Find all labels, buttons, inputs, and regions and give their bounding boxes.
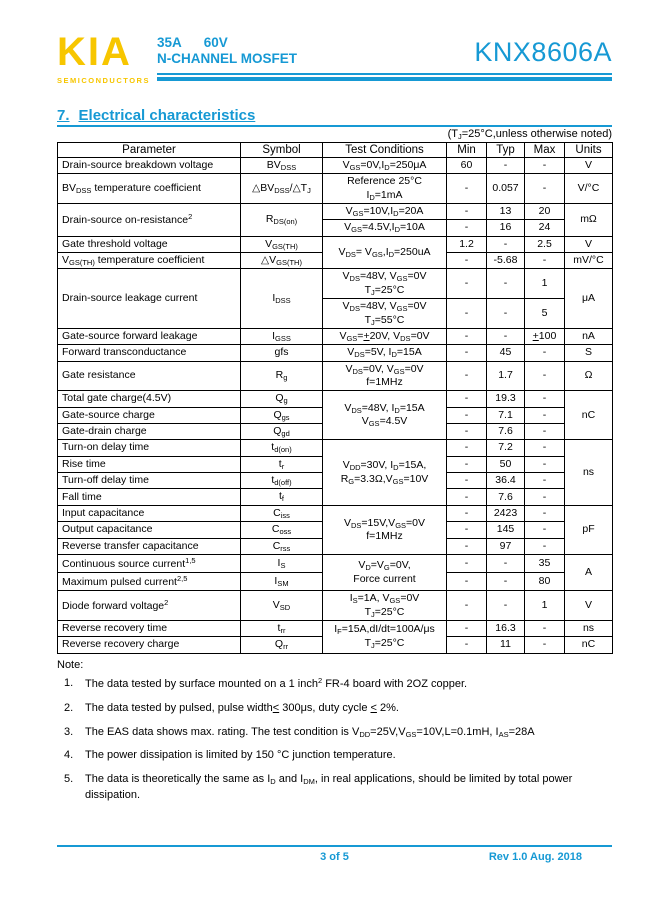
table-row [58, 554, 613, 572]
note-text: The EAS data shows max. rating. The test condition is $V_{DD}=25V,V_{GS}=10V,L=0.1mH$, $I_{AS}=28A$ [85, 725, 535, 739]
table-row [58, 591, 613, 621]
table-cell: $I_S$ [241, 554, 323, 572]
table-cell: - [447, 554, 487, 572]
note-number: 1. [64, 676, 74, 689]
table-cell: 36.4 [487, 473, 525, 489]
table-cell: - [487, 554, 525, 572]
header-rule-thick [157, 77, 612, 81]
table-cell: - [525, 407, 565, 423]
table-cell: mV/°C [565, 253, 613, 269]
section-number: 7. [57, 107, 70, 124]
table-cell: nC [565, 637, 613, 653]
table-cell: - [525, 423, 565, 439]
note-text: The power dissipation is limited by 150 °C junction temperature. [85, 749, 396, 762]
table-cell: - [525, 456, 565, 472]
table-cell: - [447, 573, 487, 591]
table-cell: $I_F=15A,dI/dt=100A/\mu s$ $T_J=25^\circ C$ [323, 620, 447, 653]
table-cell: gfs [241, 345, 323, 361]
table-cell: - [447, 456, 487, 472]
table-cell: V [565, 236, 613, 252]
table-cell: 13 [487, 203, 525, 219]
device-summary [157, 33, 297, 66]
table-cell: $V_{GS}=+20V$, $V_{DS}=0V$ [323, 328, 447, 344]
rating-voltage: 60V [203, 35, 228, 50]
page-footer [57, 845, 612, 875]
table-cell: - [525, 174, 565, 204]
table-cell: V [565, 591, 613, 621]
table-cell: 20 [525, 203, 565, 219]
table-cell: $t_f$ [241, 489, 323, 505]
table-cell: Diode forward voltage$^2$ [58, 591, 241, 621]
table-cell: nA [565, 328, 613, 344]
table-cell: - [525, 361, 565, 391]
table-cell: 145 [487, 522, 525, 538]
note-item [64, 701, 612, 717]
table-cell: - [487, 158, 525, 174]
table-cell: - [525, 637, 565, 653]
table-cell: - [447, 328, 487, 344]
table-cell: $BV_{DSS}$ temperature coefficient [58, 174, 241, 204]
table-cell: - [447, 220, 487, 236]
table-row [58, 505, 613, 521]
table-cell: - [447, 391, 487, 407]
note-number: 2. [64, 701, 74, 714]
table-cell: ns [565, 620, 613, 636]
table-cell: $V_{DD}=30V$, $I_D=15A$, $R_G=3.3\Omega,V_{GS}=10V$ [323, 440, 447, 506]
table-cell: 16 [487, 220, 525, 236]
table-cell: $Q_{gs}$ [241, 407, 323, 423]
table-cell: Reverse recovery charge [58, 637, 241, 653]
table-cell: S [565, 345, 613, 361]
table-cell: $Q_g$ [241, 391, 323, 407]
table-cell: $C_{iss}$ [241, 505, 323, 521]
table-cell: 97 [487, 538, 525, 554]
table-cell: 1.7 [487, 361, 525, 391]
table-cell: 0.057 [487, 174, 525, 204]
table-cell: - [447, 345, 487, 361]
table-cell: 60 [447, 158, 487, 174]
device-rating [157, 35, 297, 50]
note-text: The data tested by pulsed, pulse width< 300μs, duty cycle < 2%. [85, 701, 399, 714]
table-cell: Gate-source forward leakage [58, 328, 241, 344]
table-cell: - [525, 620, 565, 636]
header-rule-thin [157, 73, 612, 75]
table-cell: V [565, 158, 613, 174]
table-cell: 16.3 [487, 620, 525, 636]
table-cell: Total gate charge(4.5V) [58, 391, 241, 407]
table-row [58, 203, 613, 219]
table-cell: V/°C [565, 174, 613, 204]
table-cell: - [447, 473, 487, 489]
table-cell: - [525, 473, 565, 489]
note-text: The data is theoretically the same as $I_D$ and $I_{DM}$, in real applications, should be limited by total power dissipation. [85, 773, 573, 802]
table-cell: Drain-source on-resistance$^2$ [58, 203, 241, 236]
note-number: 5. [64, 773, 74, 786]
test-condition-note: ($T_J=25^\circ C,unless$ otherwise noted) [447, 128, 612, 141]
table-cell: Maximum pulsed current$^{2,5}$ [58, 573, 241, 591]
table-cell: $V_{DS}=5V$, $I_D=15A$ [323, 345, 447, 361]
table-cell: $t_r$ [241, 456, 323, 472]
table-cell: - [447, 423, 487, 439]
table-cell: $\triangle BV_{DSS}/\triangle T_J$ [241, 174, 323, 204]
spec-table [57, 142, 613, 654]
table-cell: $Q_{rr}$ [241, 637, 323, 653]
table-cell: 7.2 [487, 440, 525, 456]
header-rule-row [57, 73, 612, 85]
section-heading [57, 107, 612, 127]
table-cell: $V_{DS}= V_{GS},I_D=250uA$ [323, 236, 447, 269]
table-cell: - [447, 505, 487, 521]
table-cell: $V_{GS}=10V,I_D=20A$ [323, 203, 447, 219]
table-cell: - [447, 174, 487, 204]
table-cell: Ω [565, 361, 613, 391]
table-cell: Gate-source charge [58, 407, 241, 423]
table-cell: - [447, 299, 487, 329]
header-rules [157, 73, 612, 81]
table-row [58, 328, 613, 344]
note-number: 3. [64, 725, 74, 738]
table-cell: pF [565, 505, 613, 554]
table-header-row [58, 143, 613, 158]
table-cell: 19.3 [487, 391, 525, 407]
brand-logo: KIA [57, 30, 132, 74]
table-cell: Rise time [58, 456, 241, 472]
table-cell: 7.6 [487, 489, 525, 505]
table-cell: +100 [525, 328, 565, 344]
table-cell: $I_{SM}$ [241, 573, 323, 591]
note-item [64, 725, 612, 741]
table-cell: μA [565, 269, 613, 329]
table-cell: - [447, 522, 487, 538]
table-header-cell: Typ [487, 143, 525, 158]
table-cell: - [447, 407, 487, 423]
table-cell: - [525, 345, 565, 361]
table-cell: $t_{rr}$ [241, 620, 323, 636]
table-cell: Gate resistance [58, 361, 241, 391]
table-cell: $V_{DS}=0V$, $V_{GS}=0V$ f=1MHz [323, 361, 447, 391]
table-cell: - [447, 591, 487, 621]
table-cell: $\triangle V_{GS(TH)}$ [241, 253, 323, 269]
table-cell: - [525, 522, 565, 538]
table-cell: - [447, 538, 487, 554]
table-cell: Drain-source leakage current [58, 269, 241, 329]
table-row [58, 269, 613, 299]
table-cell: $V_{DS}=48V$, $V_{GS}=0V$ $T_J=55^\circ C$ [323, 299, 447, 329]
table-cell: - [525, 489, 565, 505]
table-cell: Continuous source current$^{1,5}$ [58, 554, 241, 572]
table-row [58, 345, 613, 361]
table-cell: $V_{DS}=48V$, $I_D=15A$ $V_{GS}=4.5V$ [323, 391, 447, 440]
table-cell: A [565, 554, 613, 590]
table-cell: - [525, 538, 565, 554]
table-cell: - [487, 328, 525, 344]
device-type: N-CHANNEL MOSFET [157, 51, 297, 66]
table-cell: $I_{DSS}$ [241, 269, 323, 329]
table-cell: - [525, 253, 565, 269]
table-row [58, 174, 613, 204]
page-header [57, 30, 612, 74]
table-cell: mΩ [565, 203, 613, 236]
table-cell: 5 [525, 299, 565, 329]
table-cell: $V_{DS}=15V,V_{GS}=0V$ f=1MHz [323, 505, 447, 554]
section-title: Electrical characteristics [78, 107, 256, 124]
note-number: 4. [64, 749, 74, 762]
table-header-cell: Units [565, 143, 613, 158]
table-cell: 35 [525, 554, 565, 572]
notes-label: Note: [57, 658, 84, 671]
table-cell: - [525, 440, 565, 456]
table-cell: - [447, 253, 487, 269]
table-row [58, 236, 613, 252]
table-row [58, 391, 613, 407]
table-cell: $BV_{DSS}$ [241, 158, 323, 174]
table-cell: $V_{GS}=0V,I_D=250\mu A$ [323, 158, 447, 174]
table-header-cell: Test Conditions [323, 143, 447, 158]
table-cell: 80 [525, 573, 565, 591]
table-cell: 50 [487, 456, 525, 472]
table-cell: $V_{SD}$ [241, 591, 323, 621]
table-cell: Reverse recovery time [58, 620, 241, 636]
table-cell: 1 [525, 269, 565, 299]
table-cell: Fall time [58, 489, 241, 505]
table-header-cell: Parameter [58, 143, 241, 158]
table-cell: 2.5 [525, 236, 565, 252]
table-header-cell: Max [525, 143, 565, 158]
table-cell: 1.2 [447, 236, 487, 252]
table-cell: Turn-off delay time [58, 473, 241, 489]
table-cell: - [447, 361, 487, 391]
table-cell: 45 [487, 345, 525, 361]
table-cell: - [487, 299, 525, 329]
table-cell: Drain-source breakdown voltage [58, 158, 241, 174]
note-item [64, 676, 612, 693]
table-cell: $Q_{gd}$ [241, 423, 323, 439]
table-cell: $I_S=1A$, $V_{GS}=0V$ $T_J=25^\circ C$ [323, 591, 447, 621]
table-header-cell: Symbol [241, 143, 323, 158]
table-cell: nC [565, 391, 613, 440]
page-number: 3 of 5 [320, 851, 349, 863]
rating-current: 35A [157, 35, 182, 50]
table-cell: - [447, 440, 487, 456]
table-cell: 2423 [487, 505, 525, 521]
table-cell: 7.1 [487, 407, 525, 423]
part-number: KNX8606A [474, 37, 612, 67]
table-cell: - [525, 391, 565, 407]
table-cell: - [447, 637, 487, 653]
table-cell: $V_{DS}=48V$, $V_{GS}=0V$ $T_J=25^\circ C$ [323, 269, 447, 299]
table-cell: - [447, 489, 487, 505]
table-cell: 11 [487, 637, 525, 653]
table-cell: - [487, 269, 525, 299]
table-cell: -5.68 [487, 253, 525, 269]
table-cell: - [525, 505, 565, 521]
table-row [58, 361, 613, 391]
table-cell: 24 [525, 220, 565, 236]
notes-list [57, 676, 612, 805]
table-cell: $C_{rss}$ [241, 538, 323, 554]
table-row [58, 440, 613, 456]
table-row [58, 620, 613, 636]
table-cell: - [447, 203, 487, 219]
table-row [58, 158, 613, 174]
table-cell: - [487, 591, 525, 621]
table-cell: ns [565, 440, 613, 506]
notes-section [57, 659, 612, 805]
table-cell: $V_{GS(TH)}$ temperature coefficient [58, 253, 241, 269]
table-cell: - [525, 158, 565, 174]
table-cell: $V_{GS(TH)}$ [241, 236, 323, 252]
table-cell: Input capacitance [58, 505, 241, 521]
table-cell: $t_{d(on)}$ [241, 440, 323, 456]
revision-label: Rev 1.0 Aug. 2018 [488, 851, 582, 863]
table-cell: Output capacitance [58, 522, 241, 538]
table-cell: - [487, 573, 525, 591]
table-cell: $I_{GSS}$ [241, 328, 323, 344]
table-cell: - [447, 269, 487, 299]
table-cell: $t_{d(off)}$ [241, 473, 323, 489]
table-cell: Turn-on delay time [58, 440, 241, 456]
table-cell: Gate threshold voltage [58, 236, 241, 252]
table-cell: $V_D=V_G=0V$, Force current [323, 554, 447, 590]
note-item [64, 772, 612, 804]
brand-logo-subtext: SEMICONDUCTORS [57, 76, 150, 85]
table-cell: Gate-drain charge [58, 423, 241, 439]
table-cell: $R_g$ [241, 361, 323, 391]
table-cell: $C_{oss}$ [241, 522, 323, 538]
table-cell: $R_{DS(on)}$ [241, 203, 323, 236]
note-text: The data tested by surface mounted on a 1 inch$^2$ FR-4 board with 2OZ copper. [85, 675, 468, 690]
table-cell: 7.6 [487, 423, 525, 439]
table-cell: - [487, 236, 525, 252]
table-cell: 1 [525, 591, 565, 621]
table-cell: $V_{GS}=4.5V,I_D=10A$ [323, 220, 447, 236]
table-cell: Reverse transfer capacitance [58, 538, 241, 554]
table-cell: Forward transconductance [58, 345, 241, 361]
table-cell: Reference 25°C $I_D=1mA$ [323, 174, 447, 204]
table-header-cell: Min [447, 143, 487, 158]
table-cell: - [447, 620, 487, 636]
note-item [64, 748, 612, 764]
